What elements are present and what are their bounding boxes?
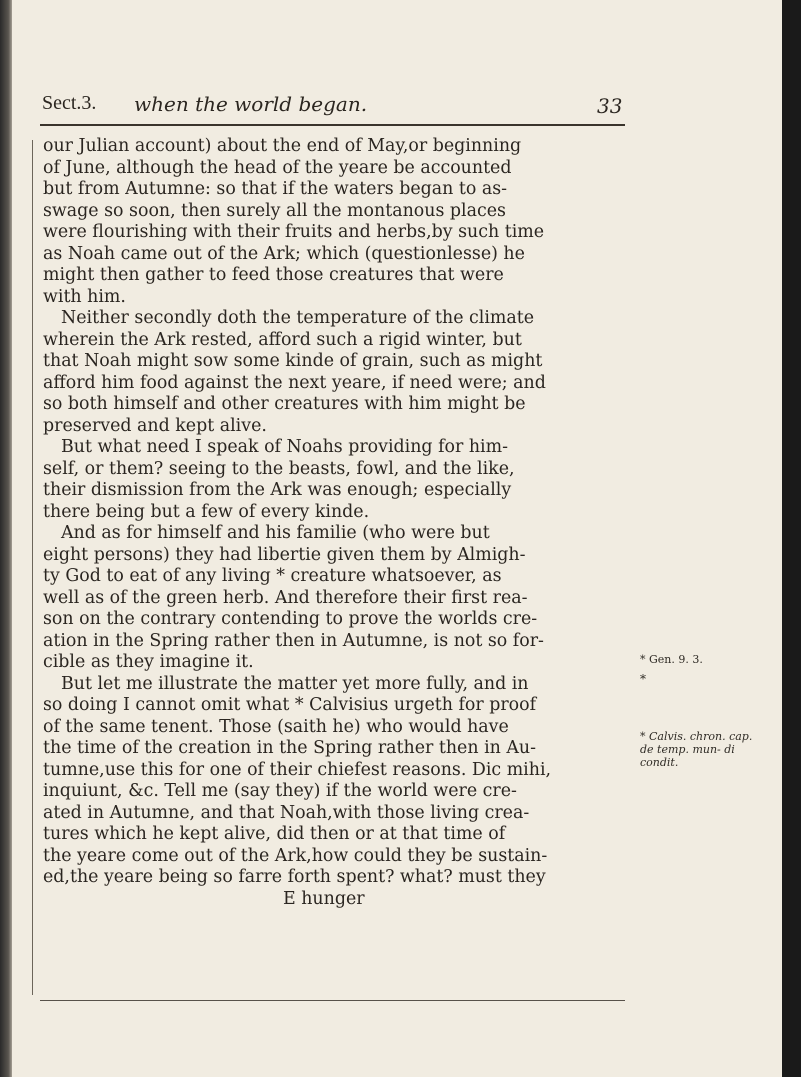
text-line: but from Autumne: so that if the waters began to as- <box>43 179 508 199</box>
header-rule <box>40 124 625 126</box>
text-line: preserved and kept alive. <box>43 415 267 436</box>
text-line: But let me illustrate the matter yet more fully, and in <box>61 673 529 694</box>
margin-note-calvisius: * Calvis. chron. cap. de temp. mun- di condit. <box>640 730 753 769</box>
text-line: inquiunt, &c. Tell me (say they) if the world were cre- <box>43 781 517 801</box>
text-line: the time of the creation in the Spring rather then in Au- <box>43 738 536 758</box>
body-text <box>43 136 638 910</box>
text-line: son on the contrary contending to prove the worlds cre- <box>43 609 538 629</box>
text-line: the yeare come out of the Ark,how could they be sustain- <box>43 845 548 866</box>
running-title: when the world began. <box>134 92 368 116</box>
text-line: cible as they imagine it. <box>43 652 254 672</box>
text-line: our Julian account) about the end of May,or beginning <box>43 136 522 156</box>
section-label: Sect.3. <box>42 92 97 114</box>
text-line: might then gather to feed those creatures that were <box>43 265 504 285</box>
text-line: ty God to eat of any living * creature whatsoever, as <box>43 566 502 586</box>
text-line: that Noah might sow some kinde of grain, such as might <box>43 351 543 371</box>
margin-note-asterisk: * <box>640 672 646 686</box>
text-line: And as for himself and his familie (who were but <box>61 523 490 543</box>
column-edge <box>32 140 33 995</box>
text-line: their dismission from the Ark was enough; especially <box>43 480 512 500</box>
text-line: with him. <box>43 286 126 307</box>
text-line: there being but a few of every kinde. <box>43 501 370 522</box>
text-line: self, or them? seeing to the beasts, fowl, and the like, <box>43 458 515 479</box>
text-line: ation in the Spring rather then in Autumne, is not so for- <box>43 630 544 651</box>
text-line: tures which he kept alive, did then or at that time of <box>43 824 506 844</box>
text-line: of June, although the head of the yeare be accounted <box>43 157 512 178</box>
text-line: of the same tenent. Those (saith he) who would have <box>43 716 509 737</box>
text-line: But what need I speak of Noahs providing for him- <box>61 437 508 457</box>
text-line: as Noah came out of the Ark; which (questionlesse) he <box>43 243 525 264</box>
text-line: ed,the yeare being so farre forth spent? what? must they <box>43 867 546 887</box>
text-line: so both himself and other creatures with him might be <box>43 394 526 414</box>
text-line: so doing I cannot omit what * Calvisius urgeth for proof <box>43 695 537 715</box>
text-line: tumne,use this for one of their chiefest reasons. Dic mihi, <box>43 759 552 780</box>
text-line: wherein the Ark rested, afford such a rigid winter, but <box>43 329 522 350</box>
text-line: eight persons) they had libertie given them by Almigh- <box>43 544 526 565</box>
book-page <box>12 0 782 1077</box>
text-line: well as of the green herb. And therefore their first rea- <box>43 587 528 608</box>
running-header <box>42 92 622 122</box>
page-number: 33 <box>597 94 623 118</box>
text-line: were flourishing with their fruits and herbs,by such time <box>43 222 545 242</box>
text-line: afford him food against the next yeare, if need were; and <box>43 372 546 393</box>
text-line: Neither secondly doth the temperature of the climate <box>61 308 535 328</box>
text-line: ated in Autumne, and that Noah,with those living crea- <box>43 802 530 823</box>
bottom-rule <box>40 1000 625 1001</box>
text-line: swage so soon, then surely all the montanous places <box>43 200 506 221</box>
catchword-line: E hunger <box>283 888 365 909</box>
margin-note-gen: * Gen. 9. 3. <box>640 653 703 666</box>
